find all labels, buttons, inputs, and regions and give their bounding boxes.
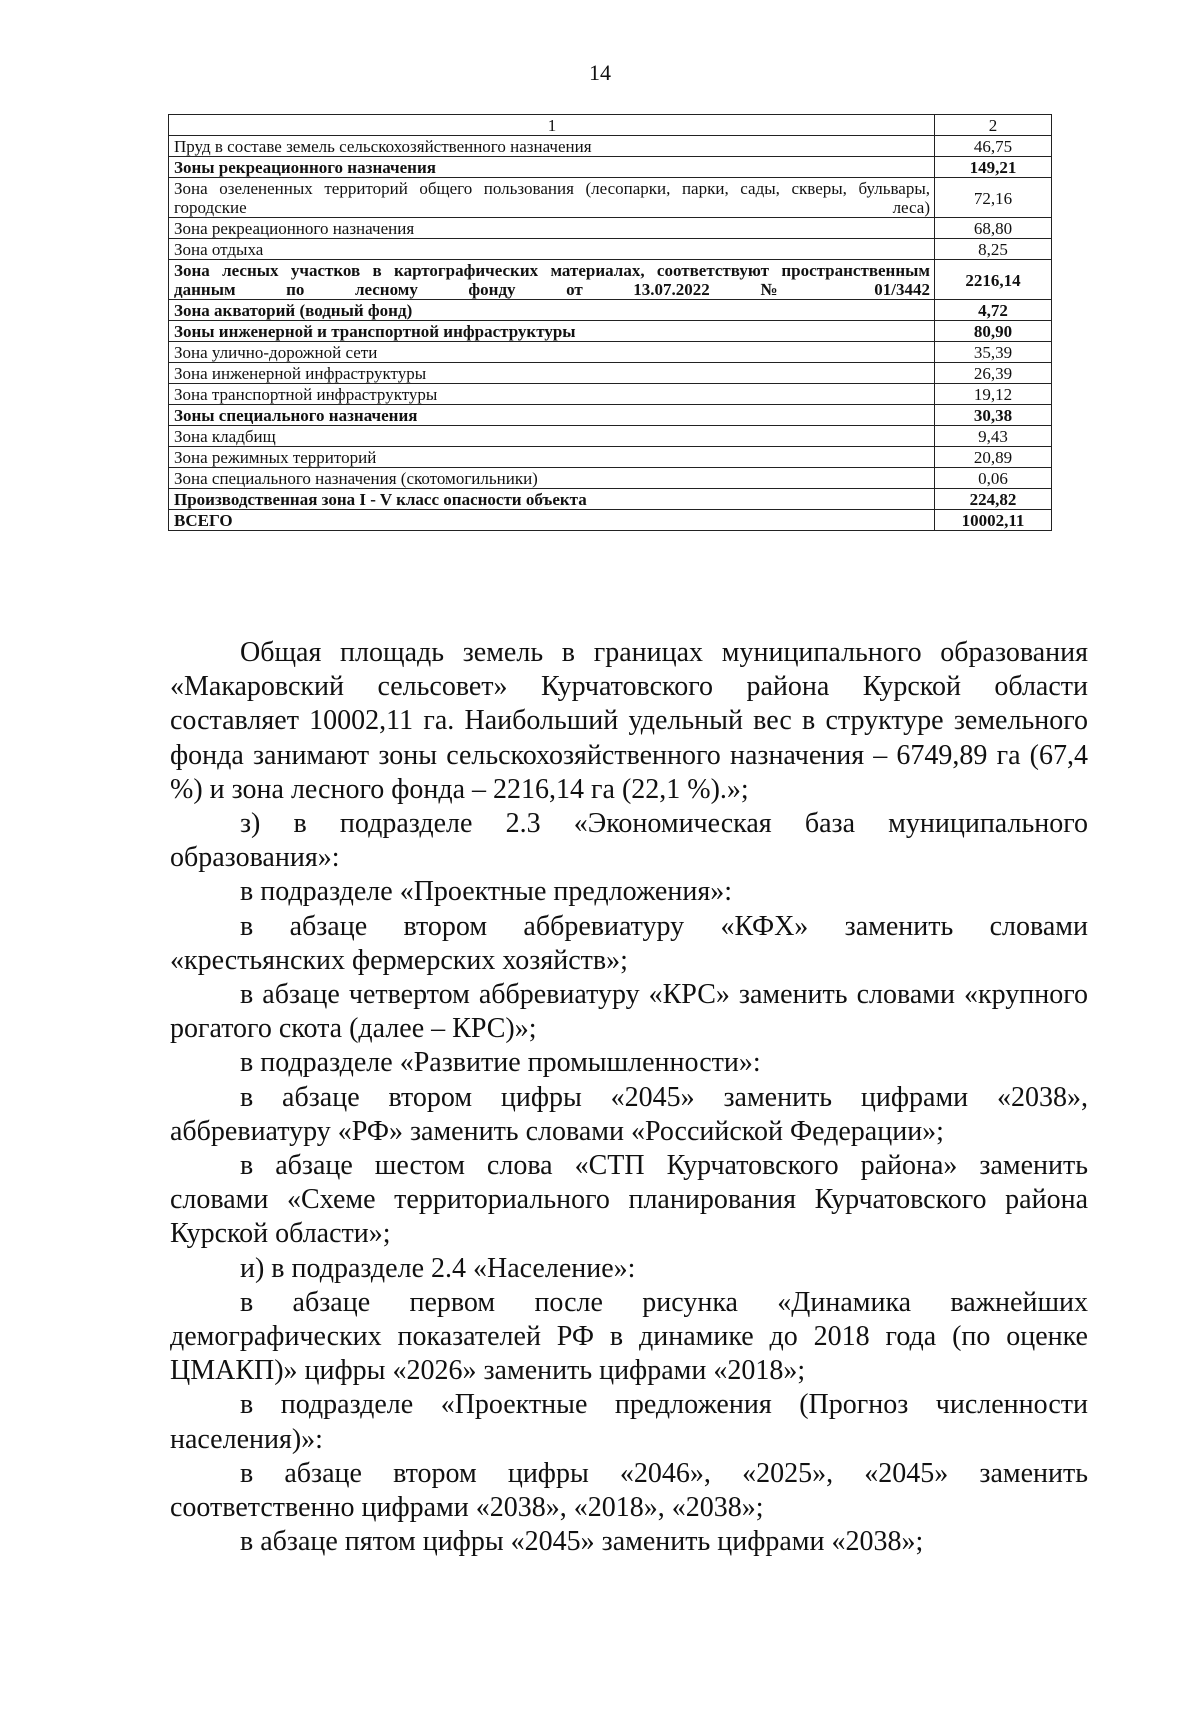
table-row bbox=[169, 178, 1052, 218]
zone-name-cell: ВСЕГО bbox=[169, 510, 935, 531]
zone-name-cell: Зона улично-дорожной сети bbox=[169, 342, 935, 363]
zone-area-cell: 72,16 bbox=[935, 178, 1052, 218]
zone-area-cell: 224,82 bbox=[935, 489, 1052, 510]
table-row bbox=[169, 136, 1052, 157]
table-row bbox=[169, 239, 1052, 260]
table-row bbox=[169, 468, 1052, 489]
zone-area-cell: 9,43 bbox=[935, 426, 1052, 447]
zone-name-cell: Зоны рекреационного назначения bbox=[169, 157, 935, 178]
table-row bbox=[169, 405, 1052, 426]
table-row bbox=[169, 260, 1052, 300]
zone-name-cell: Зона акваторий (водный фонд) bbox=[169, 300, 935, 321]
zone-area-cell: 30,38 bbox=[935, 405, 1052, 426]
body-paragraph: Общая площадь земель в границах муниципального образования «Макаровский сельсовет» Курчатовского района Курской области составляет 10002,11 га. Наибольший удельный вес в структуре земельного фонда занимают зоны сельскохозяйственного назначения – 6749,89 га (67,4 %) и зона лесного фонда – 2216,14 га (22,1 %).»; bbox=[170, 637, 1088, 805]
zone-name-cell: Производственная зона I - V класс опасности объекта bbox=[169, 489, 935, 510]
table-row bbox=[169, 157, 1052, 178]
zone-name-cell: Зона специального назначения (скотомогильники) bbox=[169, 468, 935, 489]
body-paragraph: в подразделе «Проектные предложения»: bbox=[240, 876, 732, 908]
zone-name-cell: Зона инженерной инфраструктуры bbox=[169, 363, 935, 384]
zone-name-cell: Зона кладбищ bbox=[169, 426, 935, 447]
table-row bbox=[169, 426, 1052, 447]
zone-area-cell: 10002,11 bbox=[935, 510, 1052, 531]
zone-area-cell: 80,90 bbox=[935, 321, 1052, 342]
zone-area-cell: 20,89 bbox=[935, 447, 1052, 468]
table-row bbox=[169, 510, 1052, 531]
zone-area-cell: 19,12 bbox=[935, 384, 1052, 405]
zone-area-cell: 4,72 bbox=[935, 300, 1052, 321]
zone-area-cell: 26,39 bbox=[935, 363, 1052, 384]
body-paragraph: в подразделе «Проектные предложения (Прогноз численности населения)»: bbox=[170, 1389, 1088, 1455]
zone-area-cell: 46,75 bbox=[935, 136, 1052, 157]
zone-area-cell: 2216,14 bbox=[935, 260, 1052, 300]
table-header-col-1: 1 bbox=[169, 115, 935, 136]
zone-area-cell: 8,25 bbox=[935, 239, 1052, 260]
body-paragraph: в абзаце втором аббревиатуру «КФХ» заменить словами «крестьянских фермерских хозяйств»; bbox=[170, 910, 1088, 976]
body-paragraph: в абзаце втором цифры «2046», «2025», «2045» заменить соответственно цифрами «2038», «2018», «2038»; bbox=[170, 1457, 1088, 1524]
zone-name-cell: Зона озелененных территорий общего пользования (лесопарки, парки, сады, скверы, бульвары, городские леса) bbox=[169, 178, 935, 218]
table-header-row bbox=[169, 115, 1052, 136]
table-row bbox=[169, 363, 1052, 384]
table-row bbox=[169, 342, 1052, 363]
body-paragraph: в подразделе «Развитие промышленности»: bbox=[240, 1047, 761, 1079]
zone-name-cell: Зона транспортной инфраструктуры bbox=[169, 384, 935, 405]
body-paragraph: з) в подразделе 2.3 «Экономическая база муниципального образования»: bbox=[170, 808, 1088, 874]
table-row bbox=[169, 489, 1052, 510]
zone-name-cell: Пруд в составе земель сельскохозяйственного назначения bbox=[169, 136, 935, 157]
page-number: 14 bbox=[589, 60, 611, 85]
table-header-col-2: 2 bbox=[935, 115, 1052, 136]
zone-name-cell: Зона лесных участков в картографических материалах, соответствуют пространственным данным по лесному фонду от 13.07.2022 № 01/3442 bbox=[169, 260, 935, 300]
zone-name-cell: Зона режимных территорий bbox=[169, 447, 935, 468]
table-row bbox=[169, 321, 1052, 342]
zone-name-cell: Зона отдыха bbox=[169, 239, 935, 260]
zone-area-cell: 0,06 bbox=[935, 468, 1052, 489]
body-paragraph: и) в подразделе 2.4 «Население»: bbox=[240, 1252, 636, 1284]
zone-name-cell: Зоны инженерной и транспортной инфраструктуры bbox=[169, 321, 935, 342]
land-zones-table bbox=[168, 114, 1052, 531]
table-row bbox=[169, 447, 1052, 468]
body-paragraph: в абзаце первом после рисунка «Динамика важнейших демографических показателей РФ в динамике до 2018 года (по оценке ЦМАКП)» цифры «2026» заменить цифрами «2018»; bbox=[170, 1286, 1088, 1387]
body-paragraph: в абзаце втором цифры «2045» заменить цифрами «2038», аббревиатуру «РФ» заменить словами «Российской Федерации»; bbox=[170, 1081, 1088, 1147]
body-paragraph: в абзаце пятом цифры «2045» заменить цифрами «2038»; bbox=[240, 1526, 924, 1558]
table-row bbox=[169, 218, 1052, 239]
document-body bbox=[170, 636, 1088, 1559]
zone-area-cell: 35,39 bbox=[935, 342, 1052, 363]
table-row bbox=[169, 384, 1052, 405]
body-paragraph: в абзаце четвертом аббревиатуру «КРС» заменить словами «крупного рогатого скота (далее – КРС)»; bbox=[170, 979, 1088, 1045]
table-row bbox=[169, 300, 1052, 321]
zone-name-cell: Зона рекреационного назначения bbox=[169, 218, 935, 239]
body-paragraph: в абзаце шестом слова «СТП Курчатовского района» заменить словами «Схеме территориального планирования Курчатовского района Курской области»; bbox=[170, 1150, 1088, 1250]
zone-name-cell: Зоны специального назначения bbox=[169, 405, 935, 426]
zone-area-cell: 68,80 bbox=[935, 218, 1052, 239]
zone-area-cell: 149,21 bbox=[935, 157, 1052, 178]
